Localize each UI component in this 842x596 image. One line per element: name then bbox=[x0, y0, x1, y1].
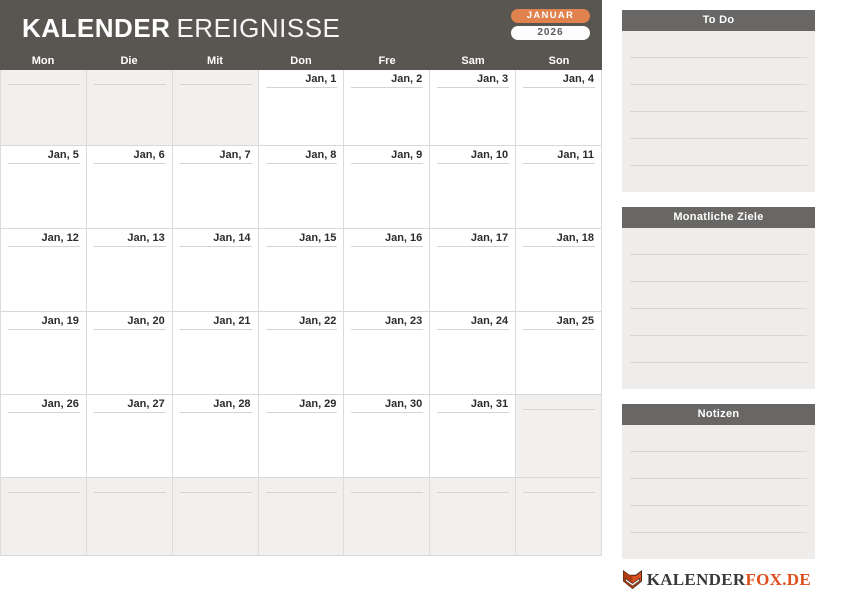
day-cell bbox=[1, 70, 87, 146]
day-cell bbox=[259, 229, 345, 312]
date-label: Jan, 20 bbox=[127, 315, 165, 327]
section-title: To Do bbox=[622, 10, 815, 31]
day-cell bbox=[259, 312, 345, 395]
day-cell bbox=[430, 478, 516, 556]
logo-text-dark: KALENDER bbox=[646, 569, 746, 589]
ruled-line bbox=[630, 84, 807, 111]
date-label: Jan, 24 bbox=[470, 315, 509, 327]
weekday-label: Son bbox=[548, 55, 570, 67]
footer-logo[interactable] bbox=[622, 569, 811, 590]
date-label: Jan, 8 bbox=[305, 149, 337, 161]
date-label: Jan, 1 bbox=[305, 73, 337, 85]
date-label: Jan, 6 bbox=[133, 149, 165, 161]
day-cell bbox=[173, 312, 259, 395]
day-cell bbox=[1, 478, 87, 556]
cell-rule-line bbox=[266, 329, 338, 330]
day-cell bbox=[1, 312, 87, 395]
cell-rule-line bbox=[180, 84, 252, 85]
cell-rule-line bbox=[523, 246, 595, 247]
cell-rule-line bbox=[94, 163, 166, 164]
date-label: Jan, 9 bbox=[391, 149, 423, 161]
day-cell bbox=[344, 395, 430, 478]
sidebar-section-notizen bbox=[622, 404, 815, 559]
cell-rule-line bbox=[266, 163, 338, 164]
cell-rule-line bbox=[351, 163, 423, 164]
day-cell bbox=[344, 312, 430, 395]
date-label: Jan, 5 bbox=[47, 149, 79, 161]
day-cell bbox=[344, 70, 430, 146]
calendar-header bbox=[0, 0, 602, 70]
date-label bbox=[344, 478, 429, 490]
section-title: Monatliche Ziele bbox=[622, 207, 815, 228]
cell-rule-line bbox=[180, 246, 252, 247]
ruled-line bbox=[630, 478, 807, 505]
cell-rule-line bbox=[266, 246, 338, 247]
calendar-grid bbox=[0, 70, 602, 556]
weekday-label: Fre bbox=[378, 55, 396, 67]
page-title bbox=[22, 13, 340, 44]
cell-rule-line bbox=[8, 412, 80, 413]
ruled-line bbox=[630, 254, 807, 281]
date-label: Jan, 28 bbox=[213, 398, 251, 410]
day-cell bbox=[87, 312, 173, 395]
cell-rule-line bbox=[437, 412, 509, 413]
day-cell bbox=[259, 146, 345, 229]
day-cell bbox=[516, 312, 602, 395]
day-cell bbox=[87, 395, 173, 478]
date-label: Jan, 15 bbox=[299, 232, 337, 244]
section-body bbox=[622, 31, 815, 192]
cell-rule-line bbox=[266, 412, 338, 413]
date-label: Jan, 25 bbox=[556, 315, 594, 327]
cell-rule-line bbox=[523, 329, 595, 330]
day-cell bbox=[87, 70, 173, 146]
cell-rule-line bbox=[94, 329, 166, 330]
day-cell bbox=[516, 229, 602, 312]
date-label: Jan, 11 bbox=[557, 149, 594, 161]
weekday-row bbox=[0, 55, 602, 67]
date-label bbox=[516, 478, 601, 490]
ruled-line bbox=[630, 308, 807, 335]
date-label: Jan, 14 bbox=[213, 232, 251, 244]
weekday-label: Mit bbox=[207, 55, 223, 67]
day-cell bbox=[259, 395, 345, 478]
cell-rule-line bbox=[8, 329, 80, 330]
date-label bbox=[173, 478, 258, 490]
day-cell bbox=[173, 229, 259, 312]
ruled-line bbox=[630, 505, 807, 532]
cell-rule-line bbox=[8, 492, 80, 493]
day-cell bbox=[1, 146, 87, 229]
day-cell bbox=[430, 395, 516, 478]
ruled-line bbox=[630, 532, 807, 559]
date-label: Jan, 12 bbox=[41, 232, 79, 244]
cell-rule-line bbox=[8, 163, 80, 164]
weekday-label: Mon bbox=[31, 55, 55, 67]
day-cell bbox=[87, 229, 173, 312]
page-title-light: EREIGNISSE bbox=[176, 13, 341, 43]
day-cell bbox=[1, 395, 87, 478]
ruled-line bbox=[630, 362, 807, 389]
sidebar-section-monatliche-ziele bbox=[622, 207, 815, 389]
date-label: Jan, 16 bbox=[384, 232, 423, 244]
day-cell bbox=[87, 478, 173, 556]
month-badge: JANUAR bbox=[511, 9, 590, 23]
cell-rule-line bbox=[437, 246, 509, 247]
ruled-line bbox=[630, 451, 807, 478]
day-cell bbox=[87, 146, 173, 229]
date-label: Jan, 7 bbox=[219, 149, 251, 161]
date-label: Jan, 10 bbox=[470, 149, 509, 161]
cell-rule-line bbox=[351, 412, 423, 413]
date-label: Jan, 13 bbox=[127, 232, 165, 244]
date-label bbox=[87, 70, 172, 82]
year-badge: 2026 bbox=[511, 26, 590, 40]
date-label bbox=[430, 478, 515, 490]
date-label: Jan, 3 bbox=[476, 73, 509, 85]
cell-rule-line bbox=[94, 84, 166, 85]
day-cell bbox=[173, 478, 259, 556]
section-body bbox=[622, 228, 815, 389]
cell-rule-line bbox=[523, 163, 595, 164]
day-cell bbox=[516, 395, 602, 478]
ruled-line bbox=[630, 57, 807, 84]
fox-icon bbox=[622, 569, 643, 590]
date-label: Jan, 19 bbox=[41, 315, 79, 327]
day-cell bbox=[344, 478, 430, 556]
cell-rule-line bbox=[523, 492, 595, 493]
weekday-label: Die bbox=[120, 55, 138, 67]
date-label: Jan, 29 bbox=[299, 398, 337, 410]
cell-rule-line bbox=[266, 87, 338, 88]
day-cell bbox=[516, 478, 602, 556]
cell-rule-line bbox=[8, 84, 80, 85]
date-label: Jan, 23 bbox=[384, 315, 423, 327]
date-label bbox=[173, 70, 258, 82]
cell-rule-line bbox=[523, 409, 595, 410]
cell-rule-line bbox=[437, 329, 509, 330]
ruled-line bbox=[630, 335, 807, 362]
month-year-badges bbox=[511, 9, 590, 40]
day-cell bbox=[516, 146, 602, 229]
logo-text bbox=[647, 570, 811, 590]
cell-rule-line bbox=[180, 329, 252, 330]
day-cell bbox=[430, 70, 516, 146]
day-cell bbox=[173, 146, 259, 229]
date-label bbox=[259, 478, 344, 490]
cell-rule-line bbox=[437, 163, 509, 164]
page-title-bold: KALENDER bbox=[22, 13, 171, 43]
cell-rule-line bbox=[523, 87, 595, 88]
cell-rule-line bbox=[180, 412, 252, 413]
date-label bbox=[516, 395, 601, 407]
date-label: Jan, 21 bbox=[213, 315, 251, 327]
day-cell bbox=[259, 478, 345, 556]
date-label bbox=[1, 70, 86, 82]
cell-rule-line bbox=[351, 246, 423, 247]
date-label: Jan, 30 bbox=[384, 398, 423, 410]
cell-rule-line bbox=[8, 246, 80, 247]
date-label bbox=[87, 478, 172, 490]
day-cell bbox=[430, 312, 516, 395]
cell-rule-line bbox=[437, 87, 509, 88]
weekday-label: Sam bbox=[461, 55, 485, 67]
date-label: Jan, 31 bbox=[470, 398, 509, 410]
cell-rule-line bbox=[94, 412, 166, 413]
ruled-line bbox=[630, 165, 807, 192]
date-label: Jan, 27 bbox=[127, 398, 165, 410]
date-label: Jan, 2 bbox=[391, 73, 423, 85]
day-cell bbox=[516, 70, 602, 146]
ruled-line bbox=[630, 138, 807, 165]
date-label: Jan, 17 bbox=[470, 232, 509, 244]
date-label: Jan, 22 bbox=[299, 315, 337, 327]
cell-rule-line bbox=[351, 87, 423, 88]
sidebar-section-to-do bbox=[622, 10, 815, 192]
date-label: Jan, 26 bbox=[41, 398, 79, 410]
day-cell bbox=[173, 395, 259, 478]
date-label: Jan, 18 bbox=[556, 232, 594, 244]
ruled-line bbox=[630, 111, 807, 138]
cell-rule-line bbox=[180, 492, 252, 493]
day-cell bbox=[344, 229, 430, 312]
date-label bbox=[1, 478, 86, 490]
day-cell bbox=[430, 229, 516, 312]
day-cell bbox=[173, 70, 259, 146]
day-cell bbox=[430, 146, 516, 229]
weekday-label: Don bbox=[290, 55, 312, 67]
ruled-line bbox=[630, 281, 807, 308]
day-cell bbox=[1, 229, 87, 312]
sidebar bbox=[622, 10, 815, 574]
day-cell bbox=[259, 70, 345, 146]
section-body bbox=[622, 425, 815, 559]
cell-rule-line bbox=[351, 492, 423, 493]
cell-rule-line bbox=[94, 492, 166, 493]
date-label: Jan, 4 bbox=[562, 73, 594, 85]
cell-rule-line bbox=[437, 492, 509, 493]
cell-rule-line bbox=[94, 246, 166, 247]
section-title: Notizen bbox=[622, 404, 815, 425]
logo-text-accent: FOX.DE bbox=[745, 569, 811, 589]
cell-rule-line bbox=[180, 163, 252, 164]
cell-rule-line bbox=[351, 329, 423, 330]
day-cell bbox=[344, 146, 430, 229]
cell-rule-line bbox=[266, 492, 338, 493]
